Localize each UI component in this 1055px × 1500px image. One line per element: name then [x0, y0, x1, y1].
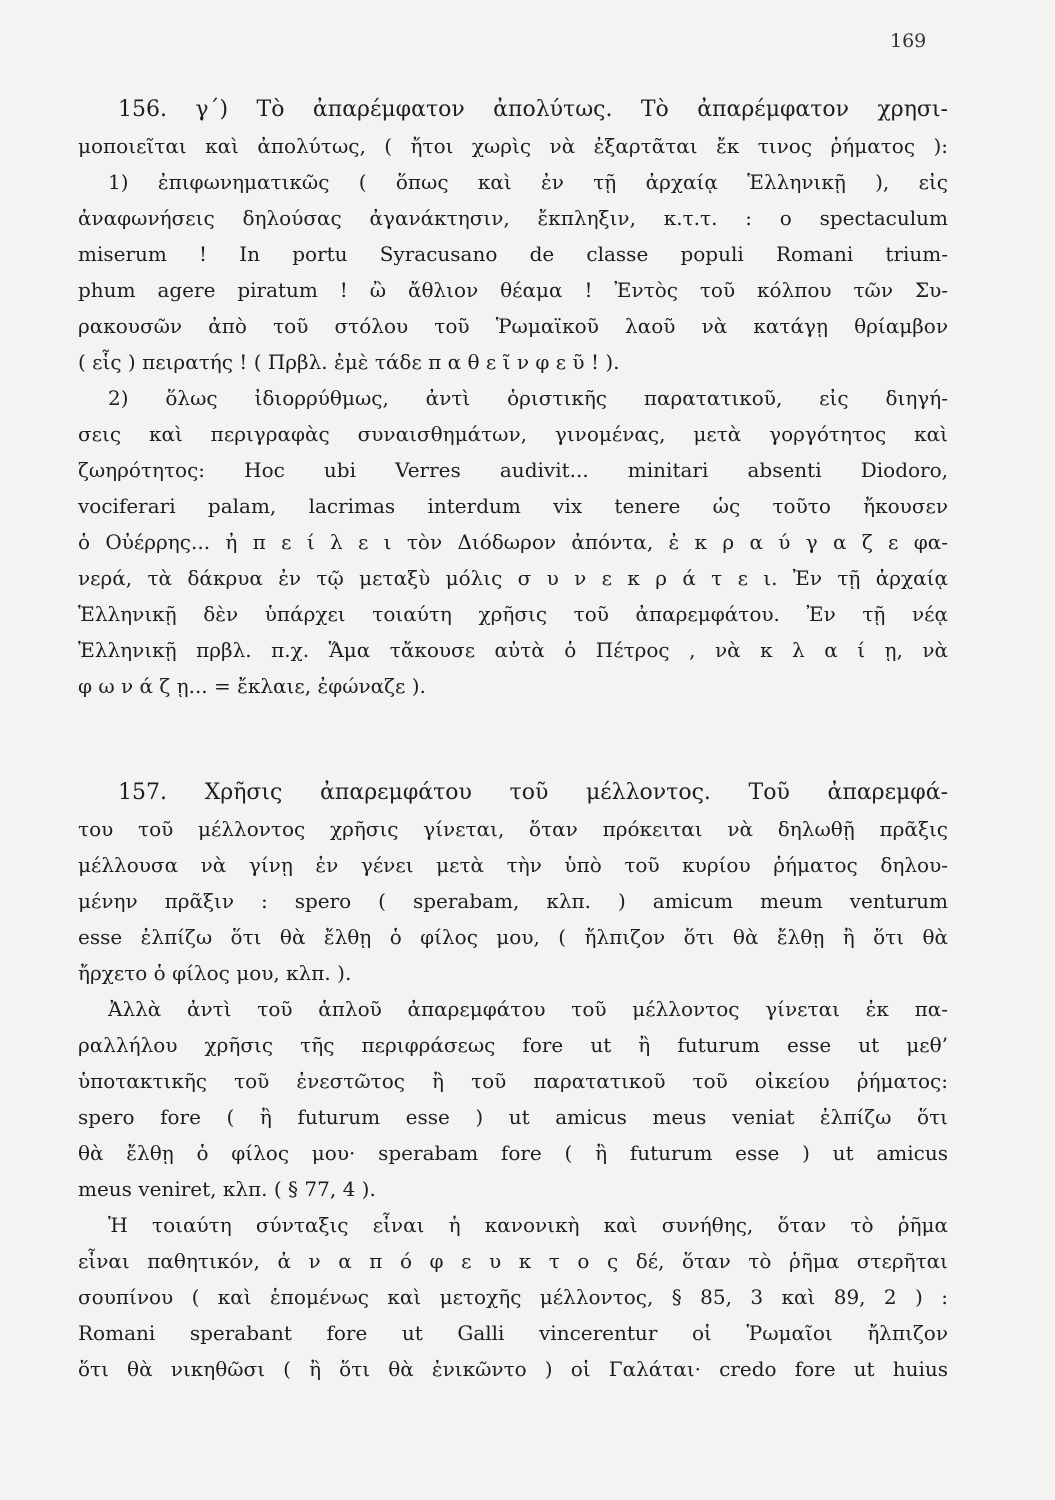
text-line: vociferari palam, lacrimas interdum vix tenere ὡς τοῦτο ἤκουσεν [78, 494, 948, 518]
section-heading-156: 156. γ΄) Τὸ ἀπαρέμφατον ἀπολύτως. Τὸ ἀπαρέμφατον χρησι- [118, 97, 948, 122]
text-line: ὑποτακτικῆς τοῦ ἐνεστῶτος ἢ τοῦ παρατατικοῦ τοῦ οἰκείου ῥήματος: [78, 1069, 948, 1093]
text-line: phum agere piratum ! ὢ ἄθλιον θέαμα ! Ἐντὸς τοῦ κόλπου τῶν Συ- [78, 278, 948, 302]
text-line: Ἑλληνικῇ πρβλ. π.χ. Ἅμα τἄκουσε αὐτὰ ὁ Πέτρος , νὰ κ λ α ί ῃ, νὰ [78, 638, 948, 662]
text-line: miserum ! In portu Syracusano de classe populi Romani trium- [78, 242, 948, 266]
text-line: Ἡ τοιαύτη σύνταξις εἶναι ἡ κανονικὴ καὶ συνήθης, ὅταν τὸ ῥῆμα [108, 1213, 948, 1237]
text-line: νερά, τὰ δάκρυα ἐν τῷ μεταξὺ μόλις σ υ ν ε κ ρ ά τ ε ι. Ἐν τῇ ἀρχαίᾳ [78, 566, 948, 590]
text-line: ραλλήλου χρῆσις τῆς περιφράσεως fore ut ἢ futurum esse ut μεθ’ [78, 1033, 948, 1057]
text-line: Romani sperabant fore ut Galli vincerentur οἱ Ῥωμαῖοι ἤλπιζον [78, 1321, 948, 1345]
text-line: spero fore ( ἢ futurum esse ) ut amicus meus veniat ἐλπίζω ὅτι [78, 1105, 948, 1129]
text-line: μοποιεῖται καὶ ἀπολύτως, ( ἤτοι χωρὶς νὰ ἐξαρτᾶται ἔκ τινος ῥήματος ): [78, 134, 948, 158]
section-156 [78, 92, 948, 704]
section-157 [78, 775, 948, 1387]
page-number: 169 [890, 30, 927, 52]
text-line: ὁ Οὐέρρης... ἠ π ε ί λ ε ι τὸν Διόδωρον ἀπόντα, ἐ κ ρ α ύ γ α ζ ε φα- [78, 530, 948, 554]
text-line: ρακουσῶν ἀπὸ τοῦ στόλου τοῦ Ῥωμαϊκοῦ λαοῦ νὰ κατάγῃ θρίαμβον [78, 314, 948, 338]
text-line: μένην πρᾶξιν : spero ( sperabam, κλπ. ) amicum meum venturum [78, 889, 948, 913]
text-line: ζωηρότητος: Hoc ubi Verres audivit... minitari absenti Diodoro, [78, 458, 948, 482]
text-line: ἀναφωνήσεις δηλούσας ἀγανάκτησιν, ἔκπληξιν, κ.τ.τ. : o spectaculum [78, 206, 948, 230]
text-line: του τοῦ μέλλοντος χρῆσις γίνεται, ὅταν πρόκειται νὰ δηλωθῇ πρᾶξις [78, 817, 948, 841]
text-line: ὅτι θὰ νικηθῶσι ( ἢ ὅτι θὰ ἐνικῶντο ) οἱ Γαλάται· credo fore ut huius [78, 1357, 948, 1381]
text-line: μέλλουσα νὰ γίνῃ ἐν γένει μετὰ τὴν ὑπὸ τοῦ κυρίου ῥήματος δηλου- [78, 853, 948, 877]
text-line: ( εἷς ) πειρατής ! ( Πρβλ. ἐμὲ τάδε π α θ ε ῖ ν φ ε ῦ ! ). [78, 350, 620, 374]
text-line: σεις καὶ περιγραφὰς συναισθημάτων, γινομένας, μετὰ γοργότητος καὶ [78, 422, 948, 446]
text-line: θὰ ἔλθῃ ὁ φίλος μου· sperabam fore ( ἢ futurum esse ) ut amicus [78, 1141, 948, 1165]
text-line: 1) ἐπιφωνηματικῶς ( ὅπως καὶ ἐν τῇ ἀρχαίᾳ Ἑλληνικῇ ), εἰς [108, 170, 948, 194]
text-line: meus veniret, κλπ. ( § 77, 4 ). [78, 1177, 376, 1201]
text-line: Ἀλλὰ ἀντὶ τοῦ ἁπλοῦ ἀπαρεμφάτου τοῦ μέλλοντος γίνεται ἐκ πα- [108, 997, 948, 1021]
text-line: ἤρχετο ὁ φίλος μου, κλπ. ). [78, 961, 352, 985]
text-line: 2) ὅλως ἰδιορρύθμως, ἀντὶ ὁριστικῆς παρατατικοῦ, εἰς διηγή- [108, 386, 948, 410]
text-line: φ ω ν ά ζ ῃ... = ἔκλαιε, ἐφώναζε ). [78, 674, 426, 698]
text-line: σουπίνου ( καὶ ἑπομένως καὶ μετοχῆς μέλλοντος, § 85, 3 καὶ 89, 2 ) : [78, 1285, 948, 1309]
text-line: εἶναι παθητικόν, ἀ ν α π ό φ ε υ κ τ ο ς δέ, ὅταν τὸ ῥῆμα στερῆται [78, 1249, 948, 1273]
text-line: esse ἐλπίζω ὅτι θὰ ἔλθῃ ὁ φίλος μου, ( ἤλπιζον ὅτι θὰ ἔλθῃ ἢ ὅτι θὰ [78, 925, 948, 949]
text-line: Ἑλληνικῇ δὲν ὑπάρχει τοιαύτη χρῆσις τοῦ ἀπαρεμφάτου. Ἐν τῇ νέᾳ [78, 602, 948, 626]
section-heading-157: 157. Χρῆσις ἀπαρεμφάτου τοῦ μέλλοντος. Τοῦ ἀπαρεμφά- [118, 780, 948, 805]
